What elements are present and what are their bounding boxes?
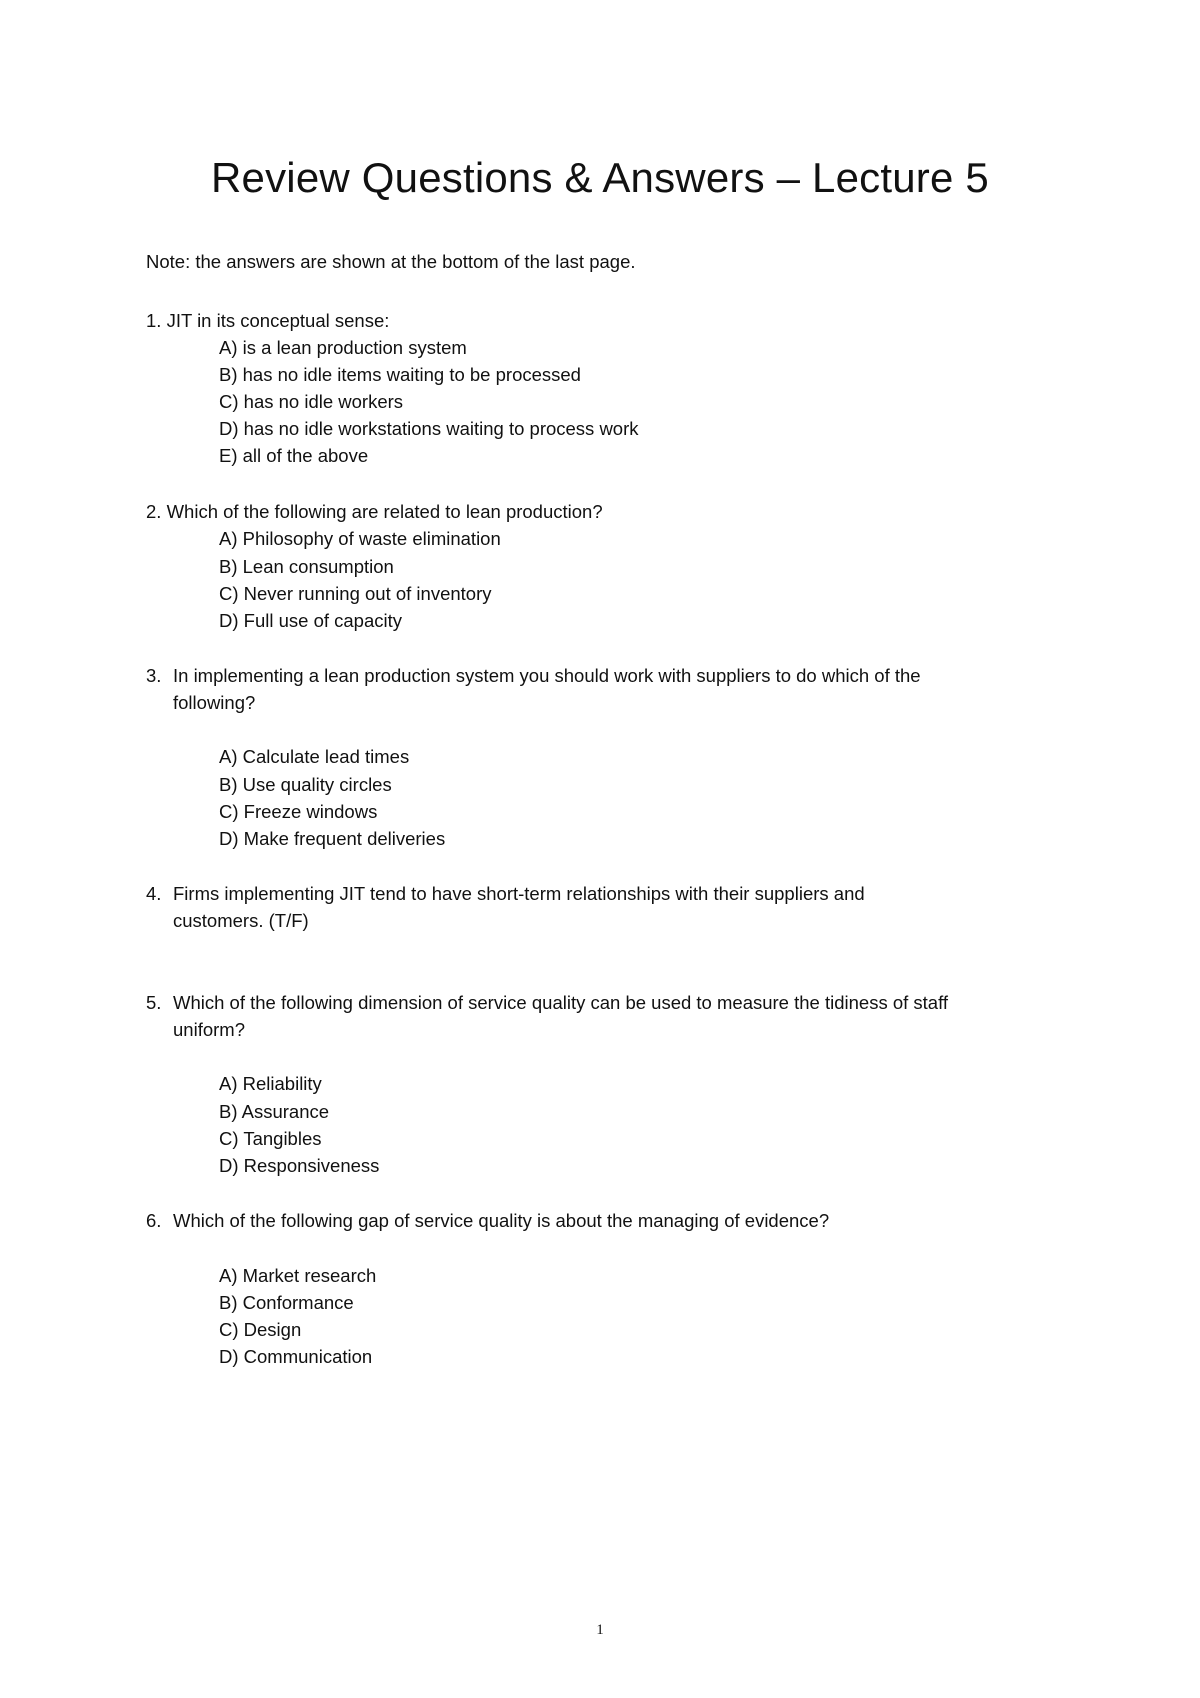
answer-option: C) Freeze windows: [219, 801, 378, 822]
document-title: Review Questions & Answers – Lecture 5: [211, 154, 989, 201]
answer-option: B) Assurance: [219, 1101, 330, 1122]
answer-option: E) all of the above: [219, 445, 369, 466]
question-2-line-1: [146, 500, 603, 524]
answer-option: A) Philosophy of waste elimination: [219, 528, 501, 549]
question-number: 3.: [146, 665, 162, 686]
question-text: Firms implementing JIT tend to have short-term relationships with their suppliers and: [173, 883, 865, 904]
answer-option: A) Market research: [219, 1265, 377, 1286]
question-1-line-1: [146, 309, 389, 333]
question-6-line-1: [146, 1209, 829, 1233]
question-number: 1.: [146, 310, 162, 331]
answer-option: D) Communication: [219, 1346, 373, 1367]
answer-option: D) has no idle workstations waiting to process work: [219, 418, 639, 439]
question-5-line-1: [146, 991, 948, 1015]
question-number: 2.: [146, 501, 162, 522]
answer-option: B) Lean consumption: [219, 556, 394, 577]
answer-option: C) has no idle workers: [219, 391, 404, 412]
answer-option: B) Conformance: [219, 1292, 354, 1313]
question-number: 5.: [146, 992, 162, 1013]
question-text: Which of the following are related to lean production?: [166, 501, 603, 522]
question-text-continued: uniform?: [173, 1019, 245, 1040]
question-3-line-1: [146, 664, 921, 688]
answers-note: Note: the answers are shown at the bottom of the last page.: [146, 251, 636, 272]
answer-option: C) Never running out of inventory: [219, 583, 492, 604]
question-text: Which of the following gap of service quality is about the managing of evidence?: [173, 1210, 830, 1231]
question-text-continued: customers. (T/F): [173, 910, 309, 931]
question-number: 6.: [146, 1210, 162, 1231]
question-text: Which of the following dimension of service quality can be used to measure the tidiness of staff: [173, 992, 949, 1013]
answer-option: B) Use quality circles: [219, 774, 392, 795]
answer-option: A) is a lean production system: [219, 337, 467, 358]
page-number: 1: [596, 1622, 604, 1638]
answer-option: C) Design: [219, 1319, 302, 1340]
answer-option: D) Full use of capacity: [219, 610, 403, 631]
answer-option: A) Reliability: [219, 1073, 322, 1094]
question-number: 4.: [146, 883, 162, 904]
question-4-line-1: [146, 882, 865, 906]
answer-option: D) Responsiveness: [219, 1155, 380, 1176]
question-text-continued: following?: [173, 692, 256, 713]
question-text: In implementing a lean production system you should work with suppliers to do which of the: [173, 665, 921, 686]
answer-option: B) has no idle items waiting to be processed: [219, 364, 581, 385]
question-text: JIT in its conceptual sense:: [166, 310, 390, 331]
answer-option: A) Calculate lead times: [219, 746, 410, 767]
answer-option: D) Make frequent deliveries: [219, 828, 446, 849]
answer-option: C) Tangibles: [219, 1128, 322, 1149]
